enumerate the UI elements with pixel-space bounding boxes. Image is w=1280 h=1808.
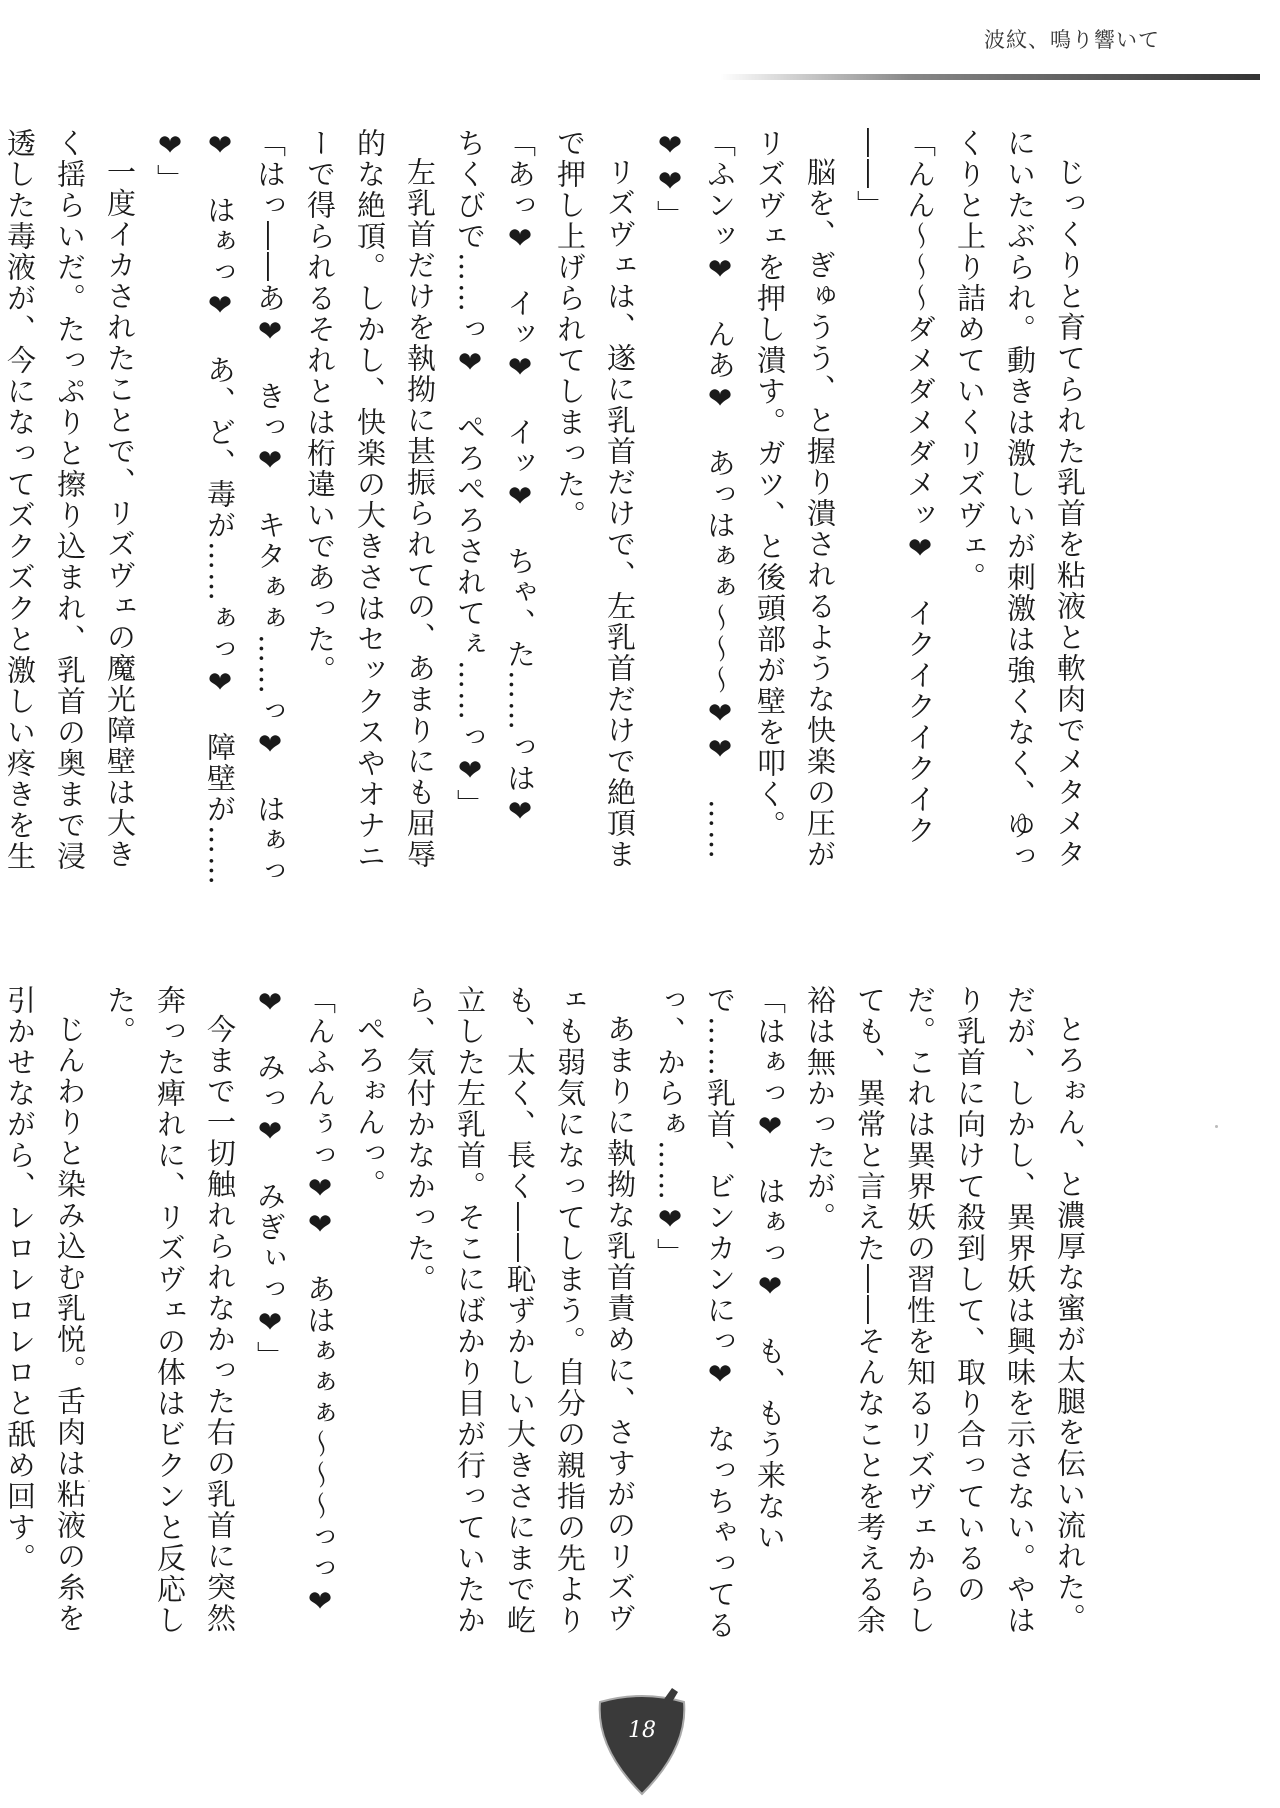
paragraph: 脳を、ぎゅうう、と握り潰されるような快楽の圧がリズヴェを押し潰す。ガツ、と後頭部が壁を叩く。 — [753, 128, 837, 870]
paragraph: 「あっ❤ イッ❤ イッ❤ ちゃ、た……っは❤ ちくびで……っ❤ ぺろぺろされてぇ……っ❤」 — [453, 128, 537, 861]
paragraph: リズヴェは、遂に乳首だけで、左乳首だけで絶頂まで押し上げられてしまった。 — [553, 128, 637, 870]
paragraph: 「はぁっ❤ はぁっ❤ も、もう来ないで……乳首、ビンカンにっ❤ なっちゃってるっ、からぁ……❤」 — [653, 985, 787, 1641]
page-number: 18 — [628, 1718, 656, 1743]
paragraph: じっくりと育てられた乳首を粘液と軟肉でメタメタにいたぶられ。動きは激しいが刺激は強くなく、ゆっくりと上り詰めていくリズヴェ。 — [953, 128, 1087, 872]
paragraph: 「ふンッ❤ んあ❤ あっはぁぁ〜〜〜❤❤ ……❤❤」 — [653, 128, 737, 861]
paragraph: じんわりと染み込む乳悦。舌肉は粘液の糸を引かせながら、レロレロレロと舐め回す。 — [3, 985, 87, 1634]
page-number-badge — [592, 1688, 692, 1798]
paragraph: 今まで一切触れられなかった右の乳首に突然奔った痺れに、リズヴェの体はビクンと反応した。 — [103, 985, 237, 1636]
paragraph: 一度イカされたことで、リズヴェの魔光障壁は大きく揺らいだ。たっぷりと擦り込まれ、乳首の奥まで浸透した毒液が、今になってズクズクと激しい疼きを生 — [3, 128, 137, 872]
paragraph: 「はっ――あ❤ きっ❤ キタぁぁ……っ❤ はぁっ❤ はぁっ❤ あ、ど、毒が……ぁっ❤ 障壁が……❤」 — [153, 128, 287, 887]
paper-speck — [1215, 1125, 1218, 1128]
paragraph: 「んん〜〜〜ダメダメダメッ❤ イクイクイクイク――」 — [853, 128, 937, 846]
paragraph: とろぉん、と濃厚な蜜が太腿を伝い流れた。だが、しかし、異界妖は興味を示さない。やはり乳首に向けて殺到して、取り合っているのだ。これは異界妖の習性を知るリズヴェからしても、異常と言えた――そんなことを考える余裕は無かったが。 — [803, 985, 1087, 1636]
paragraph: あまりに執拗な乳首責めに、さすがのリズヴェも弱気になってしまう。自分の親指の先よりも、太く、長く――恥ずかしい大きさにまで屹立した左乳首。そこにばかり目が行っていたから、気付かなかった。 — [403, 985, 637, 1636]
paragraph: 左乳首だけを執拗に甚振られての、あまりにも屈辱的な絶頂。しかし、快楽の大きさはセックスやオナニーで得られるそれとは桁違いであった。 — [303, 128, 437, 872]
header-rule — [720, 74, 1260, 80]
bottom-text-block — [3, 985, 1095, 1645]
paragraph: 「んふんぅっ❤❤ あはぁぁぁ〜〜〜っっ❤❤ みっ❤ みぎぃっ❤」 — [253, 985, 337, 1620]
paper-speck — [88, 1480, 90, 1482]
running-header: 波紋、鳴り響いて — [984, 28, 1160, 52]
paragraph: ぺろぉんっ。 — [353, 1014, 387, 1200]
top-text-block — [3, 128, 1095, 888]
